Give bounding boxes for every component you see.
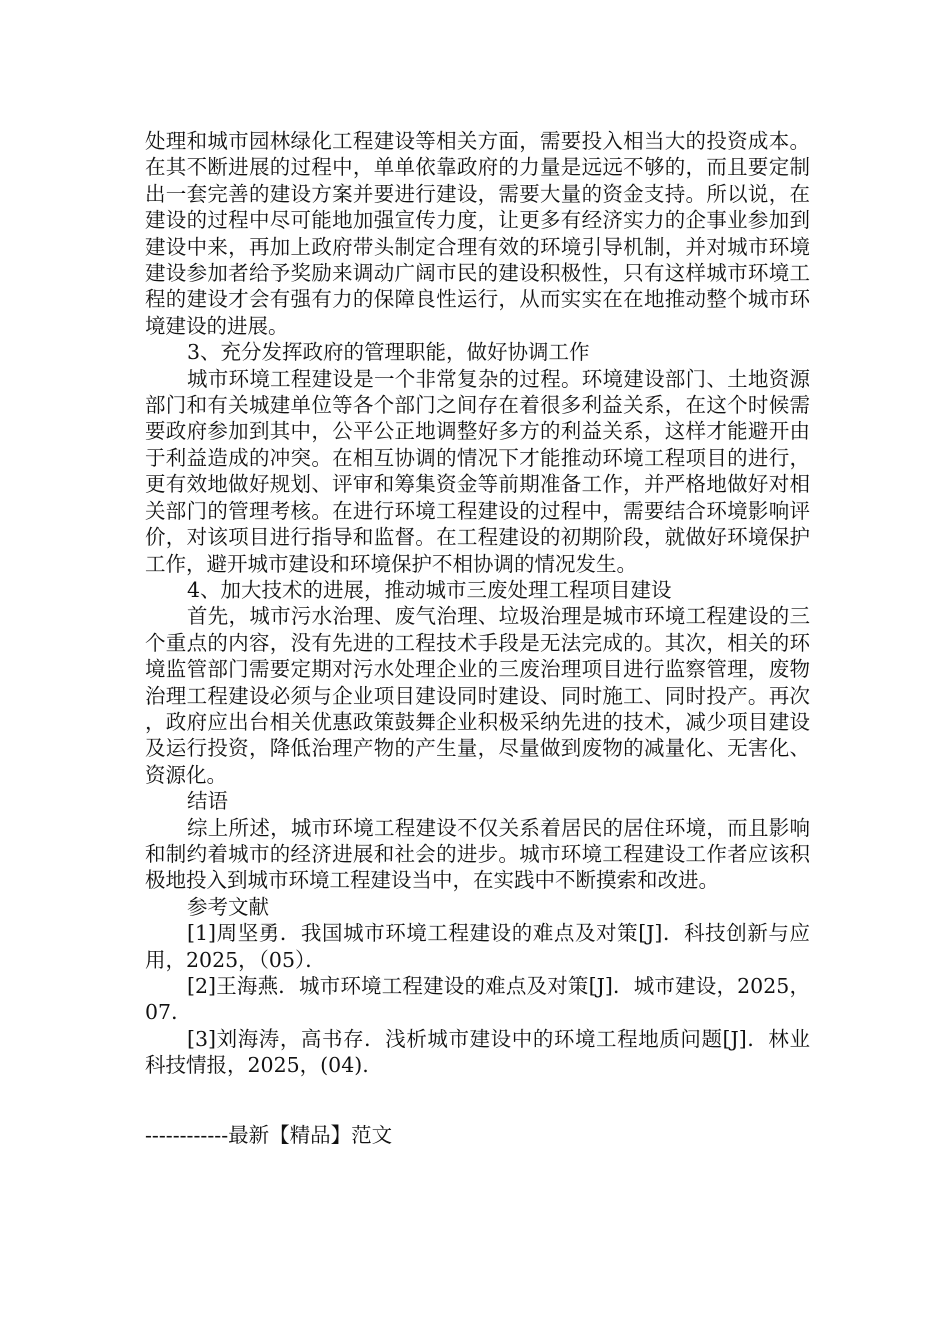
reference-item-2: [2]王海燕．城市环境工程建设的难点及对策[J]．城市建设，2025，07． [145,974,810,1025]
conclusion-heading: 结语 [187,789,228,814]
paragraph-technology: 首先，城市污水治理、废气治理、垃圾治理是城市环境工程建设的三个重点的内容，没有先进的工程技术手段是无法完成的。其次，相关的环境监管部门需要定期对污水处理企业的三废治理项目进行监察管理，废物治理工程建设必须与企业项目建设同时建设、同时施工、同时投产。再次，政府应出台相关优惠政策鼓舞企业积极采纳先进的技术，减少项目建设及运行投资，降低治理产物的产生量，尽量做到废物的减量化、无害化、资源化。 [145,604,810,787]
references-heading: 参考文献 [187,894,269,919]
paragraph-coordination: 城市环境工程建设是一个非常复杂的过程。环境建设部门、土地资源部门和有关城建单位等各个部门之间存在着很多利益关系，在这个时候需要政府参加到其中，公平公正地调整好多方的利益关系，这样才能避开由于利益造成的冲突。在相互协调的情况下才能推动环境工程项目的进行，更有效地做好规划、评审和筹集资金等前期准备工作，并严格地做好对相关部门的管理考核。在进行环境工程建设的过程中，需要结合环境影响评价，对该项目进行指导和监督。在工程建设的初期阶段，就做好环境保护工作，避开城市建设和环境保护不相协调的情况发生。 [145,366,810,576]
section-heading-4: 4、加大技术的进展，推动城市三废处理工程项目建设 [187,577,672,602]
section-heading-3: 3、充分发挥政府的管理职能，做好协调工作 [187,340,590,365]
paragraph-conclusion: 综上所述，城市环境工程建设不仅关系着居民的居住环境，而且影响和制约着城市的经济进展和社会的进步。城市环境工程建设工作者应该积极地投入到城市环境工程建设当中，在实践中不断摸索和改进。 [145,815,810,893]
reference-item-3: [3]刘海涛，高书存．浅析城市建设中的环境工程地质问题[J]．林业科技情报，2025，(04). [145,1026,810,1078]
document-body [145,128,810,1079]
paragraph-continuation: 处理和城市园林绿化工程建设等相关方面，需要投入相当大的投资成本。在其不断进展的过程中，单单依靠政府的力量是远远不够的，而且要定制出一套完善的建设方案并要进行建设，需要大量的资金支持。所以说，在建设的过程中尽可能地加强宣传力度，让更多有经济实力的企事业参加到建设中来，再加上政府带头制定合理有效的环境引导机制，并对城市环境建设参加者给予奖励来调动广阔市民的建设积极性，只有这样城市环境工程的建设才会有强有力的保障良性运行，从而实实在在地推动整个城市环境建设的进展。 [145,129,810,338]
page-footer: ------------最新【精品】范文 [145,1123,393,1147]
reference-item-1: [1]周坚勇．我国城市环境工程建设的难点及对策[J]．科技创新与应用，2025，（05）． [145,921,810,972]
